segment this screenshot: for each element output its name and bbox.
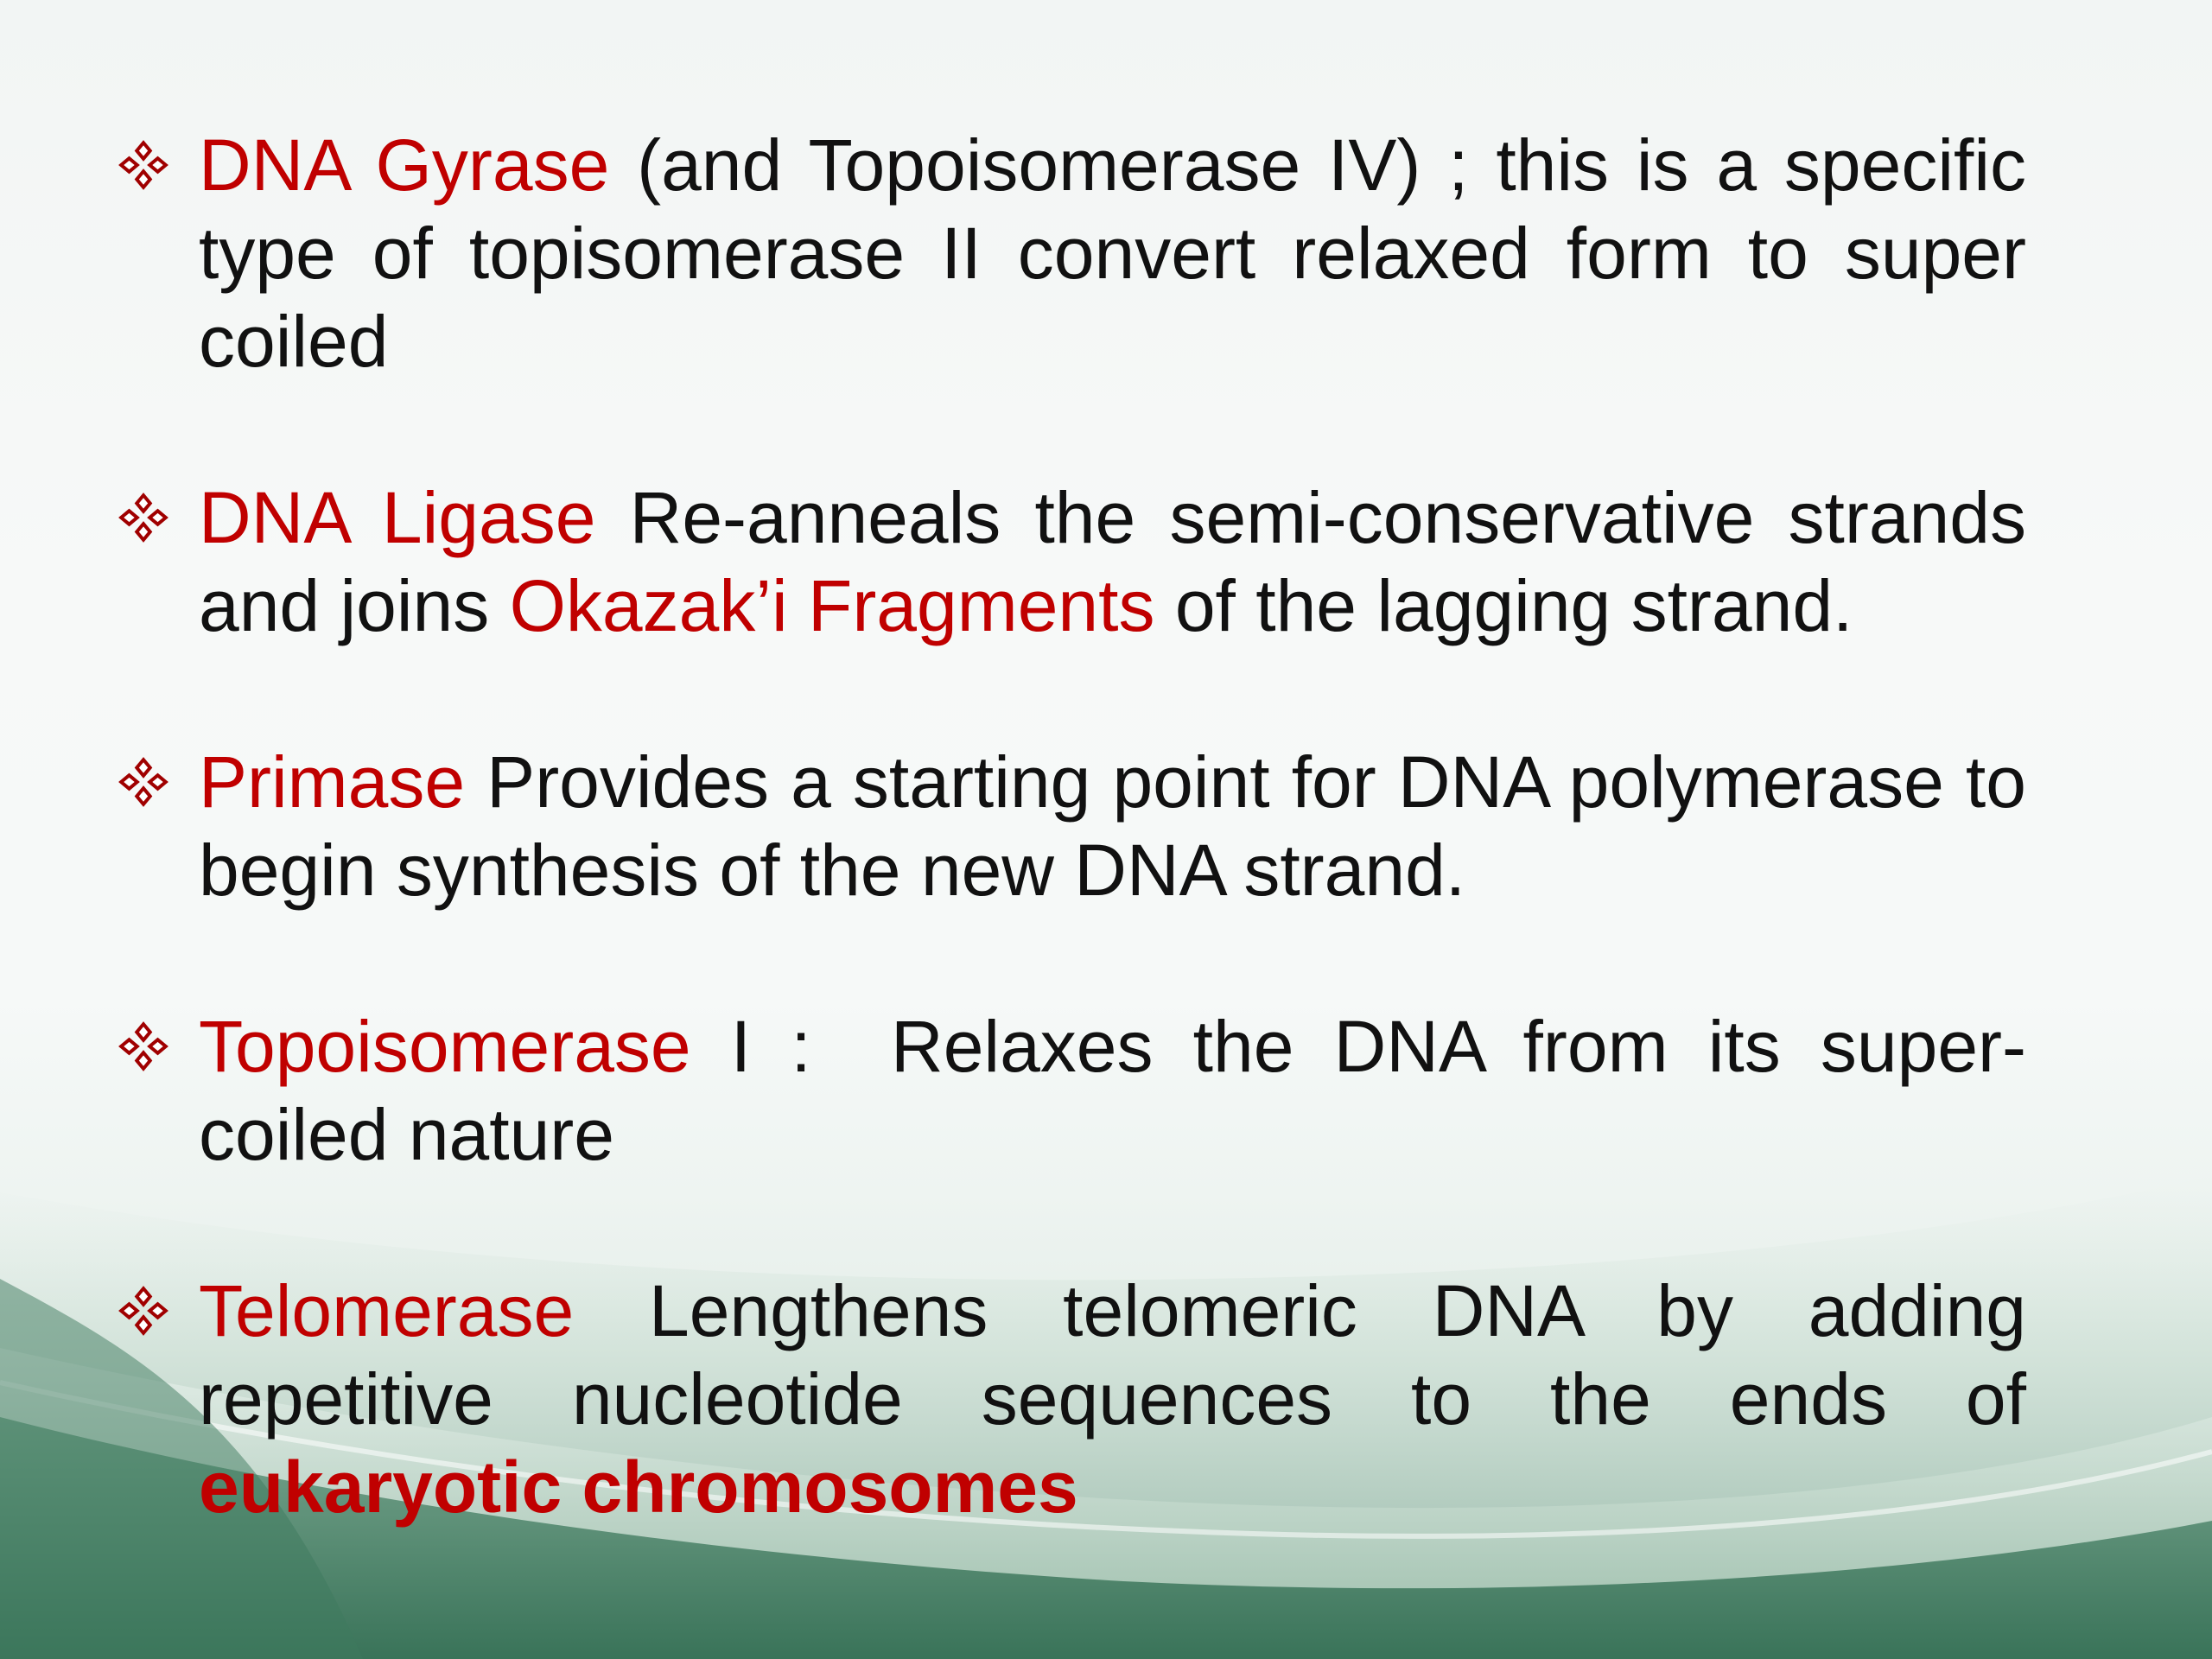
four-diamond-bullet-icon [117,1284,170,1338]
four-diamond-bullet-icon [117,491,170,544]
list-item [117,121,2026,385]
bullet-list [117,121,2026,1531]
description: Re-anneals the semi-conservative strands and joins [199,477,2026,646]
term-dna-gyrase: DNA Gyrase [199,124,610,206]
description: I : Relaxes the DNA from its super-coiled nature [199,1006,2026,1175]
description: (and Topoisomerase IV) ; this is a specific type of topisomerase II convert relaxed form to super coiled [199,124,2026,382]
term-telomerase: Telomerase [199,1270,575,1351]
list-item [117,474,2026,650]
list-item [117,1002,2026,1179]
description-end: of the lagging strand. [1154,565,1853,646]
description: Lengthens telomeric DNA by adding repetitive nucleotide sequences to the ends of [199,1270,2026,1440]
term-topoisomerase: Topoisomerase [199,1006,691,1087]
list-item [117,738,2026,914]
four-diamond-bullet-icon [117,1020,170,1073]
four-diamond-bullet-icon [117,138,170,192]
term-primase: Primase [199,741,466,823]
term-eukaryotic-chromosomes: eukaryotic chromosomes [199,1446,1078,1528]
term-okazaki-fragments: Okazak’i Fragments [509,565,1155,646]
term-dna-ligase: DNA Ligase [199,477,596,558]
description: Provides a starting point for DNA polymerase to begin synthesis of the new DNA strand. [199,741,2026,911]
four-diamond-bullet-icon [117,755,170,809]
list-item [117,1267,2026,1531]
